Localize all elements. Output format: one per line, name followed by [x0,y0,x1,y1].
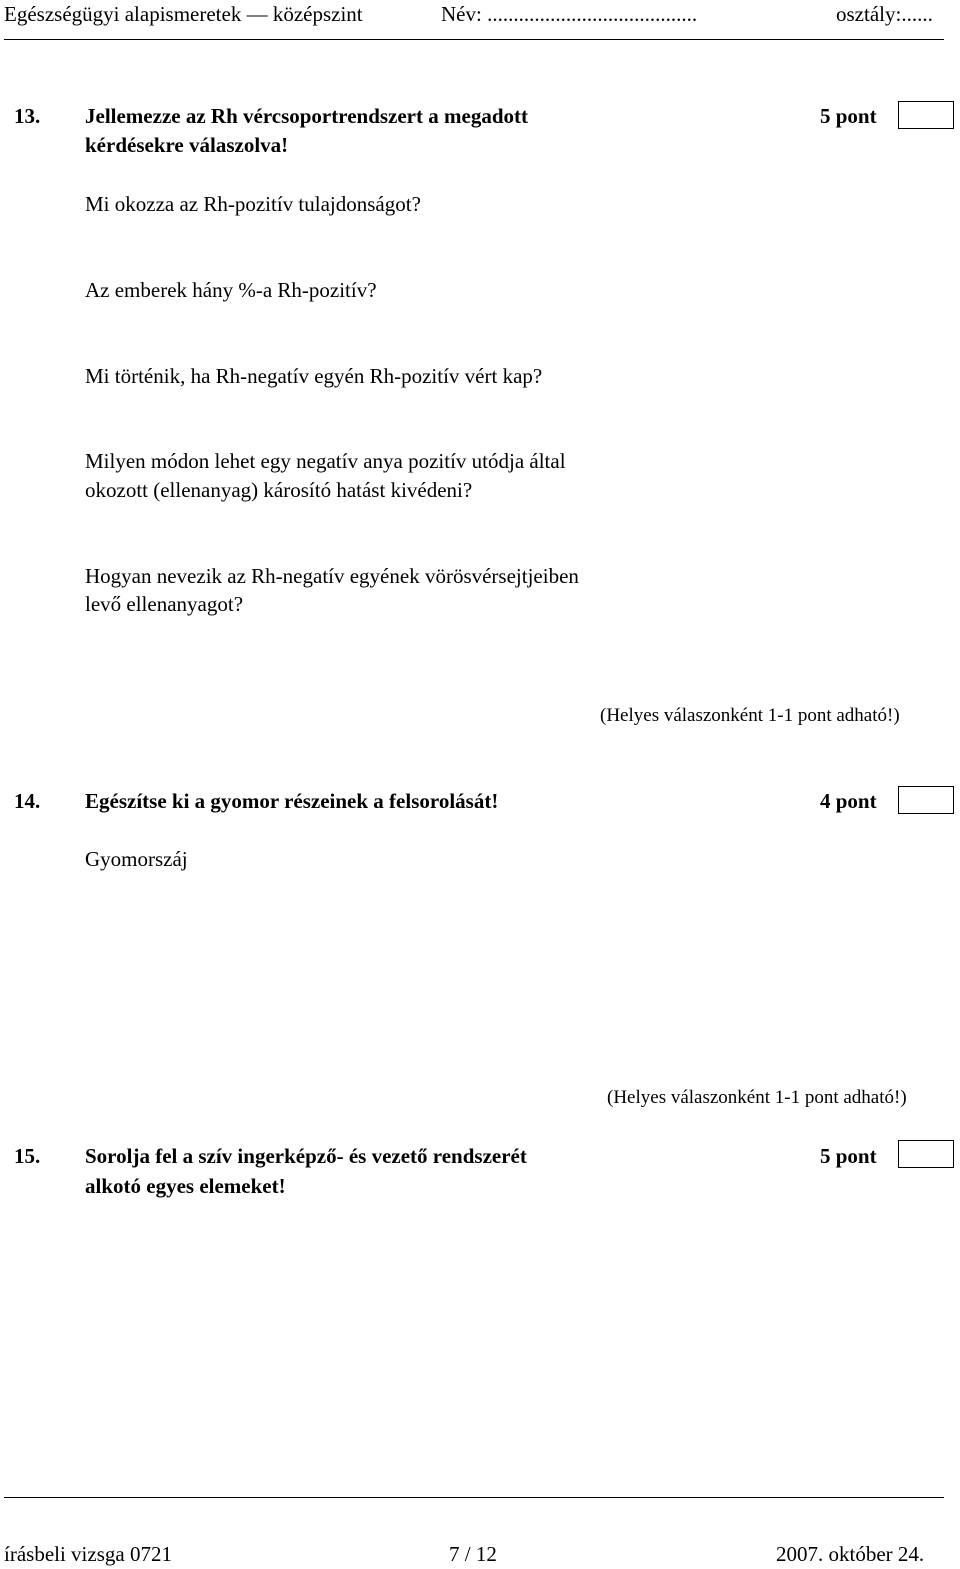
q14-title: Egészítse ki a gyomor részeinek a felsorolását! [85,789,499,813]
q13-subquestion-3: Mi történik, ha Rh-negatív egyén Rh-pozitív vért kap? [85,364,543,388]
header-class-field: osztály:...... [836,2,933,26]
q14-points: 4 pont [820,789,877,813]
q13-number: 13. [14,104,41,128]
q13-subquestion-1: Mi okozza az Rh-pozitív tulajdonságot? [85,192,421,216]
q15-number: 15. [14,1144,41,1168]
q15-title-line2: alkotó egyes elemeket! [85,1174,286,1198]
q13-score-box[interactable] [898,101,954,129]
q13-points: 5 pont [820,104,877,128]
q13-subquestion-5-line1: Hogyan nevezik az Rh-negatív egyének vörösvérsejtjeiben [85,564,579,588]
q15-title-line1: Sorolja fel a szív ingerképző- és vezető rendszerét [85,1144,527,1168]
header-subject: Egészségügyi alapismeretek — középszint [4,2,363,26]
q14-scoring-note: (Helyes válaszonként 1-1 pont adható!) [607,1087,907,1108]
q13-subquestion-2: Az emberek hány %-a Rh-pozitív? [85,278,377,302]
q14-item-1: Gyomorszáj [85,847,188,871]
header-rule [4,39,944,40]
q14-score-box[interactable] [898,786,954,814]
q13-title-line2: kérdésekre válaszolva! [85,133,289,157]
header-name-field: Név: ........................................ [441,2,698,26]
q13-subquestion-4-line2: okozott (ellenanyag) károsító hatást kivédeni? [85,478,473,502]
q15-points: 5 pont [820,1144,877,1168]
footer-exam-code: írásbeli vizsga 0721 [4,1542,172,1566]
footer-date: 2007. október 24. [776,1542,925,1566]
q13-subquestion-4-line1: Milyen módon lehet egy negatív anya pozitív utódja által [85,449,566,473]
footer-rule [4,1497,944,1498]
footer-page-number: 7 / 12 [449,1542,497,1566]
q13-title-line1: Jellemezze az Rh vércsoportrendszert a megadott [85,104,528,128]
q13-scoring-note: (Helyes válaszonként 1-1 pont adható!) [600,705,900,726]
q15-score-box[interactable] [898,1140,954,1168]
q14-number: 14. [14,789,41,813]
q13-subquestion-5-line2: levő ellenanyagot? [85,592,244,616]
